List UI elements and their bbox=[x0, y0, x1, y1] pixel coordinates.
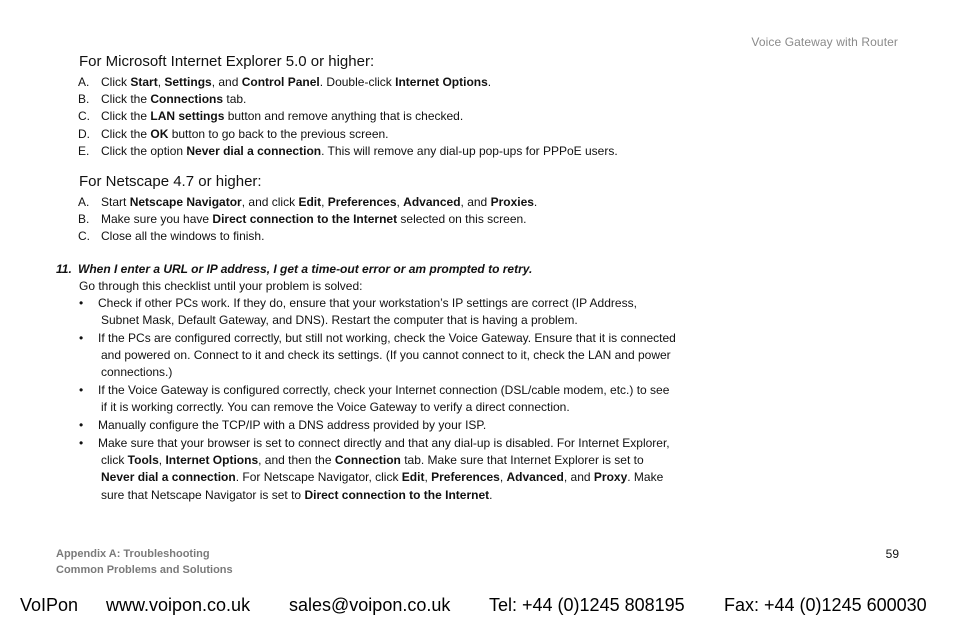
bullet-icon: • bbox=[79, 296, 84, 311]
text-run: Manually configure the TCP/IP with a DNS address provided by your ISP. bbox=[98, 418, 487, 433]
text-run: tab. bbox=[223, 92, 247, 107]
text-run: Click the option bbox=[101, 143, 187, 158]
text-run: . bbox=[533, 195, 538, 210]
text-run: . bbox=[487, 75, 492, 89]
emphasis-text: Connections bbox=[150, 92, 224, 107]
question-text: When I enter a URL or IP address, I get a time-out error or am prompted to retry. bbox=[78, 261, 533, 276]
step-letter: C. bbox=[78, 109, 90, 124]
emphasis-text: Proxy bbox=[593, 470, 628, 485]
step-letter: B. bbox=[78, 92, 90, 107]
emphasis-text: OK bbox=[150, 126, 169, 141]
contact-bar bbox=[0, 592, 954, 618]
step-item bbox=[78, 143, 676, 160]
netscape-steps-list bbox=[56, 194, 676, 246]
emphasis-text: Never dial a connection bbox=[186, 143, 322, 158]
step-item bbox=[78, 74, 676, 91]
text-run: Click the bbox=[101, 109, 151, 124]
company-name: VoIPon bbox=[20, 594, 79, 615]
step-item bbox=[78, 211, 676, 228]
step-letter: A. bbox=[78, 195, 90, 210]
emphasis-text: Preferences bbox=[431, 470, 500, 485]
text-run: Click bbox=[101, 75, 131, 89]
emphasis-text: Start bbox=[130, 75, 158, 89]
fax: Fax: +44 (0)1245 600030 bbox=[724, 594, 927, 615]
emphasis-text: Netscape Navigator bbox=[129, 195, 242, 210]
text-run: , bbox=[321, 195, 328, 210]
text-run: . Make sure that Netscape Navigator is set to bbox=[101, 470, 664, 502]
footer-section-title: Common Problems and Solutions bbox=[56, 564, 233, 576]
step-item bbox=[78, 91, 676, 108]
emphasis-text: Settings bbox=[164, 75, 212, 89]
step-item bbox=[78, 228, 676, 245]
emphasis-text: Advanced bbox=[403, 195, 461, 210]
text-run: , and bbox=[460, 195, 491, 210]
checklist-item bbox=[79, 295, 676, 329]
text-run: . bbox=[489, 487, 493, 502]
step-letter: E. bbox=[78, 143, 90, 158]
checklist-item bbox=[79, 417, 676, 434]
emphasis-text: Control Panel bbox=[241, 75, 320, 89]
text-run: , bbox=[424, 470, 432, 485]
emphasis-text: Edit bbox=[298, 195, 322, 210]
step-letter: D. bbox=[78, 126, 90, 141]
text-run: , and bbox=[211, 75, 242, 89]
bullet-icon: • bbox=[79, 383, 84, 398]
ie-steps-list bbox=[56, 74, 676, 160]
text-run: , bbox=[396, 195, 404, 210]
emphasis-text: Tools bbox=[127, 453, 159, 468]
text-run: , bbox=[157, 75, 165, 89]
emphasis-text: Preferences bbox=[327, 195, 397, 210]
emphasis-text: Advanced bbox=[506, 470, 564, 485]
header-product-name: Voice Gateway with Router bbox=[751, 35, 898, 49]
text-run: Close all the windows to finish. bbox=[101, 229, 265, 244]
text-run: . Double-click bbox=[319, 75, 396, 89]
emphasis-text: Never dial a connection bbox=[101, 470, 236, 485]
step-item bbox=[78, 108, 676, 125]
checklist bbox=[56, 295, 676, 504]
ie-section-title: For Microsoft Internet Explorer 5.0 or higher: bbox=[79, 53, 375, 70]
text-run: Click the bbox=[101, 92, 151, 107]
emphasis-text: Direct connection to the Internet bbox=[212, 212, 398, 227]
text-run: button to go back to the previous screen. bbox=[168, 126, 389, 141]
text-run: , and click bbox=[241, 195, 299, 210]
emphasis-text: Internet Options bbox=[165, 453, 259, 468]
footer-appendix-title: Appendix A: Troubleshooting bbox=[56, 548, 210, 560]
text-run: Click the bbox=[101, 126, 151, 141]
text-run: Make sure that your browser is set to connect directly and that any dial-up is disabled. For Internet Explorer, click bbox=[98, 436, 670, 468]
page-number: 59 bbox=[885, 547, 899, 561]
emphasis-text: Connection bbox=[334, 453, 401, 468]
text-run: Check if other PCs work. If they do, ensure that your workstation’s IP settings are correct (IP Address, Subnet Mask, Default Gateway, and DNS). Restart the computer that is having a problem. bbox=[98, 296, 637, 328]
step-item bbox=[78, 194, 676, 211]
step-item bbox=[78, 126, 676, 143]
page-content bbox=[56, 52, 676, 504]
question-intro: Go through this checklist until your problem is solved: bbox=[79, 278, 363, 293]
emphasis-text: Internet Options bbox=[395, 75, 488, 89]
text-run: , bbox=[499, 470, 507, 485]
text-run: tab. Make sure that Internet Explorer is set to bbox=[400, 453, 644, 468]
text-run: button and remove anything that is checked. bbox=[224, 109, 464, 124]
checklist-item bbox=[79, 382, 676, 416]
text-run: . This will remove any dial-up pop-ups for PPPoE users. bbox=[321, 143, 618, 158]
emphasis-text: Direct connection to the Internet bbox=[304, 487, 490, 502]
netscape-section-title: For Netscape 4.7 or higher: bbox=[79, 173, 262, 191]
text-run: , and then the bbox=[258, 453, 335, 468]
email-link[interactable]: sales@voipon.co.uk bbox=[289, 594, 451, 615]
text-run: . For Netscape Navigator, click bbox=[235, 470, 402, 485]
emphasis-text: Edit bbox=[401, 470, 425, 485]
checklist-item bbox=[79, 435, 676, 504]
checklist-item bbox=[79, 330, 676, 382]
text-run: If the PCs are configured correctly, but still not working, check the Voice Gateway. Ensure that it is connected and powered on. Connect to it and check its settings. (If you cannot connect to it, check the LAN and power connections.) bbox=[98, 331, 676, 380]
text-run: selected on this screen. bbox=[397, 212, 527, 227]
text-run: , and bbox=[563, 470, 594, 485]
website-link[interactable]: www.voipon.co.uk bbox=[106, 594, 251, 615]
telephone: Tel: +44 (0)1245 808195 bbox=[489, 594, 685, 615]
step-letter: A. bbox=[78, 75, 90, 89]
question-number: 11. bbox=[56, 261, 72, 276]
emphasis-text: Proxies bbox=[490, 195, 534, 210]
bullet-icon: • bbox=[79, 436, 84, 451]
text-run: Make sure you have bbox=[101, 212, 213, 227]
step-letter: C. bbox=[78, 229, 90, 244]
step-letter: B. bbox=[78, 212, 90, 227]
emphasis-text: LAN settings bbox=[150, 109, 225, 124]
bullet-icon: • bbox=[79, 331, 84, 346]
text-run: Start bbox=[101, 195, 130, 210]
footer-section bbox=[56, 546, 233, 578]
question-heading bbox=[56, 261, 676, 278]
bullet-icon: • bbox=[79, 418, 84, 433]
text-run: If the Voice Gateway is configured correctly, check your Internet connection (DSL/cable modem, etc.) to see if it is working correctly. You can remove the Voice Gateway to verify a direct connection. bbox=[98, 383, 670, 415]
text-run: , bbox=[158, 453, 166, 468]
